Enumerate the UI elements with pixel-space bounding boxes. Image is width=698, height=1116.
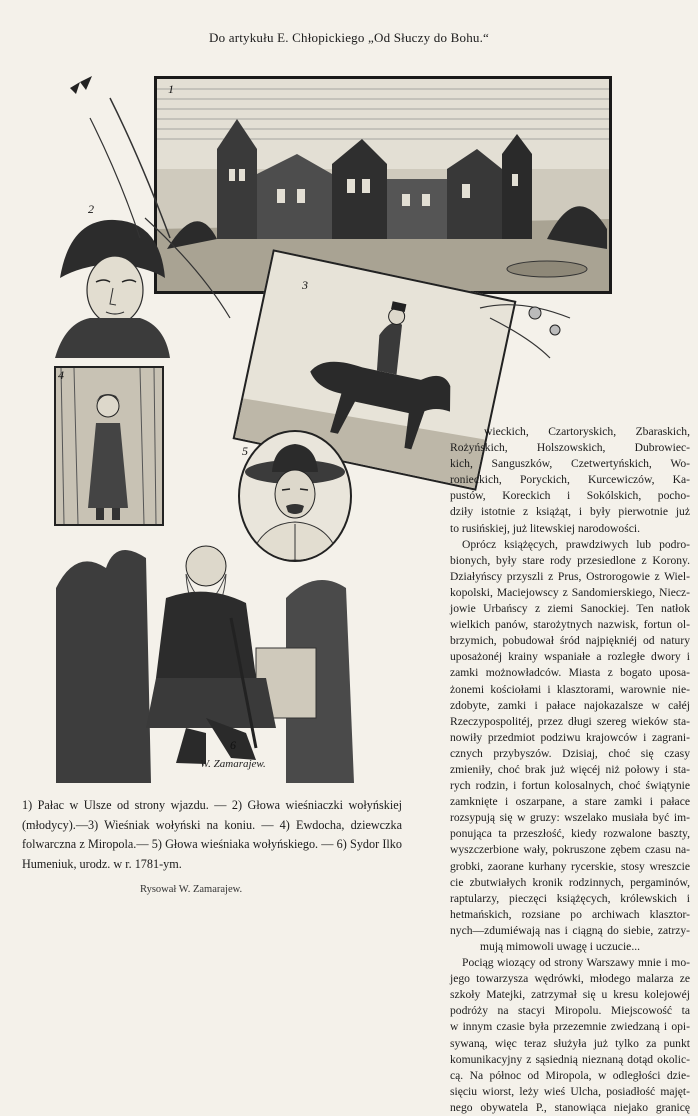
article-line: pustów, Koreckich i Sokólskich, pocho- xyxy=(450,489,690,503)
article-line: uposażonéj krainy wspaniałe a rozległe dwory i xyxy=(450,650,690,664)
article-column xyxy=(450,424,690,1116)
article-line: sięciu wiorst, leży wieś Ulcha, posiadłość majęt- xyxy=(450,1084,690,1098)
figure-number-2: 2 xyxy=(88,202,94,216)
article-line: nowiły przedmiot podziwu krajowców i zagrani- xyxy=(450,730,690,744)
figure-number-4: 4 xyxy=(58,368,64,382)
article-line: ronieckich, Poryckich, Kurcewiczów, Ka- xyxy=(450,473,690,487)
figure-caption: 1) Pałac w Ulsze od strony wjazdu. — 2) Głowa wieśniaczki wołyńskiej (młodycy).—3) Wieśniak wołyński na koniu. — 4) Ewdocha, dziewczka folwarczna z Miropola.— 5) Głowa wieśniaka wołyńskiego. — 6) Sydor Ilko Humeniuk, urodz. w r. 1781-ym. xyxy=(22,798,402,871)
article-line: grobki, zaorane kurhany rycerskie, stosy wreszcie xyxy=(450,859,690,873)
article-line: to rusińskiej, już litewskiej narodowości. xyxy=(450,521,640,535)
article-line: dziły istotnie z książąt, i były pierwotnie już xyxy=(450,505,690,519)
article-line: zamki możnowładców. Miasta z bogato uposa- xyxy=(450,666,690,680)
article-line: bionych, były stare rody przesiedlone z Korony. xyxy=(450,553,690,567)
article-line: cie zbutwiałych kronik rodzinnych, pergaminów, xyxy=(450,875,690,889)
article-line: żonemi kościołami i klasztorami, warownie nie- xyxy=(450,682,690,696)
article-line: zamknięte i oszarpane, a stare zamki i pałace xyxy=(450,795,690,809)
article-line: jowie Urbańscy z ziemi Sanockiej. Ten natłok xyxy=(450,602,690,616)
article-line: kopolski, Maciejowscy z Sandomierskiego, Niecz- xyxy=(450,585,690,599)
article-line: Działyńscy przyszli z Prus, Ostrorogowie z Wiel- xyxy=(450,569,690,583)
figure-number-1: 1 xyxy=(168,82,174,96)
article-line: cą. Na północ od Miropola, w odległości dzie- xyxy=(450,1068,690,1082)
figure-number-5: 5 xyxy=(242,444,248,458)
figure-number-3: 3 xyxy=(302,278,308,292)
article-line: wyszczerbione wały, pokruszone zębem czasu na- xyxy=(450,843,690,857)
article-line: cznych przybyszów. Dzisiaj, choć się czasy xyxy=(450,746,690,760)
article-line: raptularzy, pieczęci książęcych, królewskich i xyxy=(450,891,690,905)
article-line: brzymich, pobudował śród najpiękniéj od natury xyxy=(450,634,690,648)
article-line: sywaną, więc teraz służyła już tylko za punkt xyxy=(450,1036,690,1050)
article-line: kich, Sanguszków, Czetwertyńskich, Wo- xyxy=(450,457,690,471)
article-line: Pociąg wiozący od strony Warszawy mnie i mo- xyxy=(462,956,690,970)
article-line: hetmańskich, rozsiane po archiwach klasztor- xyxy=(450,907,690,921)
article-line: ponująca ta przeszłość, kiedy rozwalone baszty, xyxy=(450,827,690,841)
figure-number-6: 6 xyxy=(230,738,236,752)
illustrator-credit: Rysował W. Zamarajew. xyxy=(140,884,243,895)
article-line: szkoły Matejki, zatrzymał się u kresu kolejowéj xyxy=(450,988,690,1002)
article-line: zdobyte, zamki i pałace najokazalsze w całéj xyxy=(450,698,690,712)
article-line: jego towarzysza wędrówki, młodego malarza ze xyxy=(450,972,690,986)
article-line: zmieniły, choć brak już więcéj niż połowy i sta- xyxy=(450,762,690,776)
artist-signature: W. Zamarajew. xyxy=(200,758,266,770)
butterfly-icon xyxy=(70,76,92,94)
article-line: mują mimowoli uwagę i uczucie... xyxy=(480,940,641,953)
article-line: rych rodzin, i fortun kolosalnych, choć świątynie xyxy=(450,779,690,793)
article-line: wieckich, Czartoryskich, Zbaraskich, xyxy=(484,425,690,438)
article-line: nego obywatela P., stanowiąca niejako granicę xyxy=(450,1100,690,1114)
article-line: Oprócz książęcych, prawdziwych lub podro- xyxy=(462,537,690,551)
article-line: wielkich panów, starożytnych nazwisk, fortun ol- xyxy=(450,618,690,632)
article-line: nych—zdumiéwają nas i ciągną do siebie, zatrzy- xyxy=(450,923,690,937)
article-line: w innym czasie była przezemnie zwiedzaną i opi- xyxy=(450,1020,690,1034)
page-header: Do artykułu E. Chłopickiego „Od Słuczy do Bohu.“ xyxy=(208,30,490,45)
article-line: Rzeczypospolitéj, przez długi szereg wieków sta- xyxy=(450,714,690,728)
article-line: komunikacyjny z sąsiednią nieznaną dotąd okolic- xyxy=(450,1052,690,1066)
article-line: podróży na stacyi Miropolu. Miejscowość ta xyxy=(450,1004,690,1018)
article-line: Rożyńskich, Holszowskich, Dubrowiec- xyxy=(450,441,690,455)
article-line: rozsypują się w gruzy: wszelako musiała być im- xyxy=(450,811,690,825)
